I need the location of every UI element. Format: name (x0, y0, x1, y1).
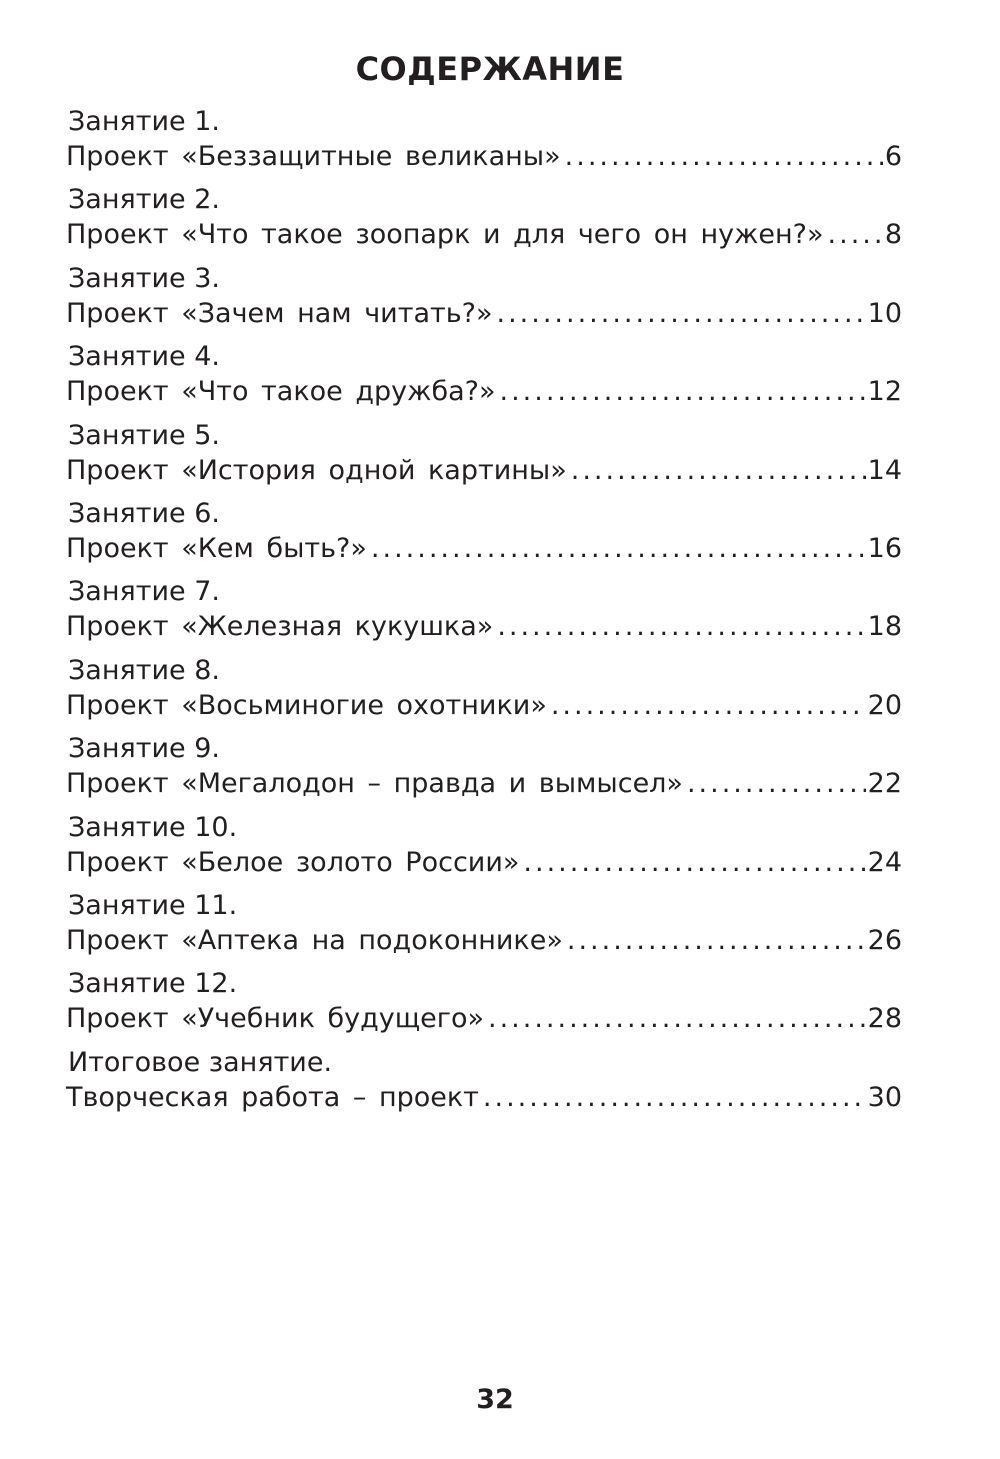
page-ref: 8 (884, 219, 902, 251)
page-ref: 24 (867, 846, 902, 878)
page-ref: 12 (867, 376, 902, 408)
page-ref: 16 (867, 532, 902, 564)
page-number: 32 (476, 1384, 514, 1415)
page-title: СОДЕРЖАНИЕ (355, 50, 625, 88)
toc-entry (66, 574, 902, 652)
lesson-label: Занятие 12. (68, 968, 238, 1000)
page-ref: 22 (867, 768, 902, 800)
lesson-label: Занятие 9. (68, 733, 220, 765)
project-line (66, 609, 902, 644)
lesson-label: Итоговое занятие. (68, 1046, 333, 1078)
project-title: Проект «Что такое дружба?» (66, 376, 496, 408)
toc-entry (66, 418, 902, 496)
dot-leader (565, 139, 883, 174)
lesson-label: Занятие 3. (68, 262, 220, 294)
dot-leader (687, 766, 866, 801)
toc-entry (66, 104, 902, 182)
dot-leader (497, 609, 865, 644)
project-line (66, 374, 902, 409)
project-line (66, 531, 902, 566)
dot-leader (500, 374, 866, 409)
project-title: Проект «Восьминогие охотники» (66, 689, 547, 721)
project-line (66, 296, 902, 331)
project-title: Проект «Учебник будущего» (66, 1003, 485, 1035)
project-line (66, 923, 902, 958)
lesson-label: Занятие 5. (68, 419, 220, 451)
lesson-label: Занятие 8. (68, 654, 220, 686)
toc-entry (66, 261, 902, 339)
toc-entry (66, 966, 902, 1044)
toc-entry (66, 888, 902, 966)
toc-entry (66, 339, 902, 417)
project-line (66, 1001, 902, 1036)
toc-entry (66, 182, 902, 260)
project-title: Творческая работа – проект (66, 1081, 479, 1113)
project-line (66, 453, 902, 488)
dot-leader (483, 1080, 866, 1115)
page-ref: 30 (867, 1081, 902, 1113)
project-title: Проект «Зачем нам читать?» (66, 297, 493, 329)
page-ref: 18 (867, 611, 902, 643)
project-title: Проект «Что такое зоопарк и для чего он нужен?» (66, 219, 824, 251)
lesson-label: Занятие 1. (68, 106, 220, 137)
lesson-label: Занятие 10. (68, 811, 238, 843)
project-line (66, 217, 902, 252)
project-line (66, 688, 902, 723)
page-ref: 28 (867, 1003, 902, 1035)
toc-entry (66, 1045, 902, 1123)
project-line (66, 139, 902, 174)
toc-entry (66, 810, 902, 888)
dot-leader (571, 453, 866, 488)
project-title: Проект «Беззащитные великаны» (66, 141, 561, 172)
dot-leader (551, 688, 866, 723)
project-line (66, 1080, 902, 1115)
dot-leader (567, 923, 866, 958)
project-title: Проект «Кем быть?» (66, 532, 367, 564)
project-line (66, 845, 902, 880)
project-line (66, 766, 902, 801)
toc-entry (66, 731, 902, 809)
page-ref: 20 (867, 689, 902, 721)
toc-entry (66, 653, 902, 731)
project-title: Проект «История одной картины» (66, 454, 567, 486)
lesson-label: Занятие 6. (68, 497, 220, 529)
lesson-label: Занятие 4. (68, 341, 220, 373)
page-ref: 10 (867, 297, 902, 329)
dot-leader (497, 296, 866, 331)
project-title: Проект «Железная кукушка» (66, 611, 494, 643)
dot-leader (488, 1001, 866, 1036)
page-ref: 26 (867, 924, 902, 956)
project-title: Проект «Белое золото России» (66, 846, 520, 878)
table-of-contents (66, 104, 902, 1123)
page-ref: 14 (867, 454, 902, 486)
project-title: Проект «Мегалодон – правда и вымысел» (66, 768, 683, 800)
page-ref: 6 (884, 141, 902, 172)
dot-leader (523, 845, 865, 880)
dot-leader (828, 217, 883, 252)
toc-entry (66, 496, 902, 574)
lesson-label: Занятие 11. (68, 889, 238, 921)
dot-leader (371, 531, 866, 566)
project-title: Проект «Аптека на подоконнике» (66, 924, 563, 956)
lesson-label: Занятие 7. (68, 576, 220, 608)
lesson-label: Занятие 2. (68, 184, 220, 216)
